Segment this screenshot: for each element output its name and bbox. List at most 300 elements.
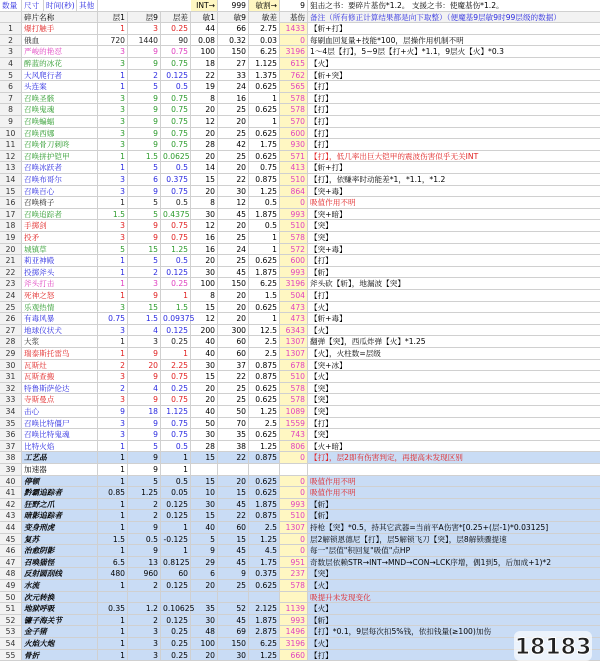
cell-agi-diff[interactable]: 0.625 xyxy=(249,394,280,405)
cell-row-index[interactable]: 34 xyxy=(0,406,22,417)
cell-agi9[interactable]: 27 xyxy=(218,58,249,69)
cell-agi9[interactable]: 150 xyxy=(218,638,249,649)
cell-base-damage[interactable]: 1496 xyxy=(280,626,308,637)
cell-note[interactable]: 斧头砍【斩】，地漏波【突】 xyxy=(310,279,405,289)
cell-agi-diff[interactable]: 0.625 xyxy=(249,580,280,591)
cell-level-diff[interactable]: 0.125 xyxy=(161,510,191,521)
cell-level1[interactable]: 3 xyxy=(98,220,128,231)
cell-note[interactable]: 【斩+突】 xyxy=(310,70,347,80)
cell-agi9[interactable]: 45 xyxy=(218,209,249,220)
cell-agi1[interactable]: 30 xyxy=(191,615,218,626)
cell-level9[interactable]: 3 xyxy=(128,638,161,649)
cell-agi9[interactable]: 20 xyxy=(218,313,249,324)
cell-level-diff[interactable]: 0.75 xyxy=(161,93,191,104)
cell-agi-diff[interactable]: 0.875 xyxy=(249,371,280,382)
table-row[interactable] xyxy=(0,348,600,360)
cell-note[interactable]: 【突+毒】 xyxy=(310,244,347,254)
cell-level9[interactable]: 9 xyxy=(128,139,161,150)
cell-level-diff[interactable]: 0.05 xyxy=(161,487,191,498)
table-row[interactable] xyxy=(0,580,600,592)
table-row[interactable] xyxy=(0,139,600,151)
cell-agi1[interactable]: 18 xyxy=(191,58,218,69)
cell-level1[interactable]: 1 xyxy=(98,290,128,301)
cell-agi9[interactable]: 25 xyxy=(218,383,249,394)
cell-agi1[interactable] xyxy=(191,592,218,603)
cell-shard-name[interactable]: 暗影追踪者 xyxy=(22,510,98,521)
cell-level-diff[interactable]: 0.5 xyxy=(161,81,191,92)
cell-level-diff[interactable]: 0.25 xyxy=(161,650,191,661)
cell-shard-name[interactable]: 召唤西娜 xyxy=(22,128,98,139)
cell-shard-name[interactable]: 召唤百心 xyxy=(22,186,98,197)
col-header-level1[interactable]: 层1 xyxy=(98,12,128,23)
table-row[interactable] xyxy=(0,313,600,325)
cell-agi1[interactable]: 14 xyxy=(191,162,218,173)
cell-level1[interactable]: 1 xyxy=(98,638,128,649)
cell-level1[interactable]: 1 xyxy=(98,464,128,475)
cell-level1[interactable]: 1 xyxy=(98,452,128,463)
cell-agi9[interactable]: 45 xyxy=(218,267,249,278)
cell-base-damage[interactable]: 0 xyxy=(280,197,308,208)
cell-level1[interactable]: 1.5 xyxy=(98,209,128,220)
cell-agi-diff[interactable]: 0.625 xyxy=(249,383,280,394)
cell-level9[interactable]: 9 xyxy=(128,348,161,359)
cell-agi1[interactable]: 48 xyxy=(191,626,218,637)
cell-agi-diff[interactable]: 1.875 xyxy=(249,209,280,220)
cell-agi1[interactable]: 30 xyxy=(191,429,218,440)
cell-agi-diff[interactable]: 6.25 xyxy=(249,46,280,57)
cell-note[interactable]: 【突】 xyxy=(310,395,333,405)
table-row[interactable] xyxy=(0,70,600,82)
cell-agi1[interactable]: 8 xyxy=(191,197,218,208)
cell-shard-name[interactable]: 瓦斯灶 xyxy=(22,360,98,371)
cell-level1[interactable]: 1 xyxy=(98,278,128,289)
cell-base-damage[interactable]: 0 xyxy=(280,545,308,556)
cell-row-index[interactable]: 13 xyxy=(0,162,22,173)
cell-agi1[interactable]: 100 xyxy=(191,46,218,57)
table-row[interactable] xyxy=(0,35,600,47)
table-row[interactable] xyxy=(0,592,600,604)
cell-agi9[interactable]: 20 xyxy=(218,162,249,173)
table-row[interactable] xyxy=(0,452,600,464)
cell-agi1[interactable]: 15 xyxy=(191,452,218,463)
cell-agi9[interactable]: 25 xyxy=(218,151,249,162)
cell-shard-name[interactable]: 次元转换 xyxy=(22,592,98,603)
table-row[interactable] xyxy=(0,522,600,534)
cell-note[interactable]: 【突+毒】 xyxy=(310,186,347,196)
cell-level-diff[interactable]: 0.75 xyxy=(161,371,191,382)
table-row[interactable] xyxy=(0,429,600,441)
cell-agi1[interactable]: 20 xyxy=(191,580,218,591)
table-row[interactable] xyxy=(0,406,600,418)
cell-agi-diff[interactable]: 0.625 xyxy=(249,255,280,266)
cell-base-damage[interactable]: 678 xyxy=(280,360,308,371)
table-row[interactable] xyxy=(0,464,600,476)
cell-level9[interactable]: 1.25 xyxy=(128,487,161,498)
cell-level9[interactable]: 2 xyxy=(128,580,161,591)
cell-level9[interactable]: 9 xyxy=(128,429,161,440)
cell-note[interactable]: 【斩】 xyxy=(310,267,333,277)
cell-agi1[interactable]: 30 xyxy=(191,499,218,510)
cell-agi1[interactable]: 9 xyxy=(191,545,218,556)
cell-shard-name[interactable]: 大浆 xyxy=(22,336,98,347)
cell-shard-name[interactable]: 召唤蝙蝠 xyxy=(22,116,98,127)
cell-agi9[interactable]: 70 xyxy=(218,418,249,429)
cell-note[interactable]: 【斩+打】 xyxy=(310,163,347,173)
cell-shard-name[interactable]: 严峻的艳怼 xyxy=(22,46,98,57)
table-row[interactable] xyxy=(0,23,600,35)
cell-note[interactable]: 【打】 xyxy=(310,82,333,92)
cell-agi9[interactable]: 30 xyxy=(218,650,249,661)
cell-level9[interactable]: 4 xyxy=(128,383,161,394)
cell-row-index[interactable]: 16 xyxy=(0,197,22,208)
cell-level-diff[interactable]: 0.8125 xyxy=(163,557,190,567)
cell-agi1[interactable]: 6 xyxy=(191,568,218,579)
cell-level1[interactable]: 0.85 xyxy=(98,487,128,498)
cell-note[interactable]: 【火】 xyxy=(310,59,333,68)
cell-base-damage[interactable]: 993 xyxy=(280,615,308,626)
cell-base-damage[interactable]: 578 xyxy=(280,580,308,591)
cell-note[interactable]: 【火】 xyxy=(310,639,333,648)
cell-agi1[interactable]: 100 xyxy=(191,638,218,649)
cell-shard-name[interactable]: 死神之怒 xyxy=(22,290,98,301)
cell-agi-diff[interactable]: 0.625 xyxy=(249,81,280,92)
cell-agi-diff[interactable]: 1 xyxy=(249,244,280,255)
cell-row-index[interactable]: 17 xyxy=(0,209,22,220)
table-row[interactable] xyxy=(0,58,600,70)
cell-row-index[interactable]: 47 xyxy=(0,557,22,568)
cell-level-diff[interactable]: 0.0625 xyxy=(163,151,190,161)
cell-level9[interactable]: 2 xyxy=(128,615,161,626)
cell-level9[interactable]: 1.2 xyxy=(128,603,161,614)
cell-agi-diff[interactable]: 1.25 xyxy=(249,441,280,452)
cell-level9[interactable]: 9 xyxy=(128,394,161,405)
cell-level9[interactable]: 9 xyxy=(128,220,161,231)
cell-agi1[interactable]: 30 xyxy=(191,209,218,220)
table-row[interactable] xyxy=(0,336,600,348)
cell-note[interactable]: 【突+冰】 xyxy=(310,360,347,370)
cell-level-diff[interactable]: 0.5 xyxy=(161,476,191,487)
cell-note[interactable]: 【火】，火柱数=层级 xyxy=(310,349,381,358)
cell-shard-name[interactable]: 召唤比特僵尸 xyxy=(22,418,98,429)
cell-level1[interactable]: 1 xyxy=(98,336,128,347)
cell-agi-diff[interactable]: 0.625 xyxy=(249,104,280,115)
cell-level1[interactable]: 1 xyxy=(98,615,128,626)
cell-base-damage[interactable]: 237 xyxy=(280,568,308,579)
cell-level-diff[interactable]: 60 xyxy=(161,568,191,579)
cell-row-index[interactable]: 53 xyxy=(0,626,22,637)
cell-agi9[interactable]: 60 xyxy=(218,348,249,359)
cell-agi9[interactable]: 22 xyxy=(218,510,249,521)
cell-agi1[interactable]: 20 xyxy=(191,383,218,394)
cell-agi9[interactable] xyxy=(218,592,249,603)
cell-agi-diff[interactable]: 2.5 xyxy=(249,348,280,359)
cell-agi9[interactable]: 66 xyxy=(218,23,249,34)
cell-note[interactable]: 【斩】 xyxy=(310,499,333,509)
cell-level1[interactable]: 1 xyxy=(98,580,128,591)
cell-note[interactable]: 【打】，低几率出巨大铠甲的震波伤害似乎无关INT xyxy=(310,151,479,161)
cell-base-damage[interactable]: 578 xyxy=(280,93,308,104)
cell-level-diff[interactable]: 0.75 xyxy=(161,186,191,197)
cell-level-diff[interactable]: 0.125 xyxy=(161,325,191,336)
cell-base-damage[interactable]: 572 xyxy=(280,244,308,255)
cell-note[interactable]: 【突】 xyxy=(310,430,333,440)
cell-row-index[interactable]: 15 xyxy=(0,186,22,197)
cell-note[interactable] xyxy=(308,464,600,475)
cell-agi9[interactable]: 38 xyxy=(218,441,249,452)
cell-note[interactable]: 【打】 xyxy=(310,117,333,126)
tab-time[interactable]: 时间(秒) xyxy=(44,0,77,11)
cell-agi1[interactable]: 40 xyxy=(191,348,218,359)
cell-note[interactable]: 【打】，依赚率时动能差*1，*1.1，*1.2 xyxy=(310,175,446,184)
cell-base-damage[interactable]: 993 xyxy=(280,209,308,220)
cell-base-damage[interactable]: 0 xyxy=(280,35,308,46)
cell-agi9[interactable]: 16 xyxy=(218,93,249,104)
cell-agi-diff[interactable]: 0.875 xyxy=(249,174,280,185)
cell-agi9[interactable]: 20 xyxy=(218,290,249,301)
table-row[interactable] xyxy=(0,325,600,337)
cell-base-damage[interactable]: 571 xyxy=(280,151,308,162)
table-row[interactable] xyxy=(0,302,600,314)
cell-row-index[interactable]: 38 xyxy=(0,452,22,463)
table-row[interactable] xyxy=(0,487,600,499)
cell-base-damage[interactable]: 3196 xyxy=(280,278,308,289)
cell-base-damage[interactable]: 413 xyxy=(280,162,308,173)
cell-shard-name[interactable]: 火焰大炮 xyxy=(22,638,98,649)
cell-level-diff[interactable]: 1 xyxy=(161,522,191,533)
col-header-base-damage[interactable]: 基伤 xyxy=(280,12,308,23)
cell-agi9[interactable]: 45 xyxy=(218,499,249,510)
cell-agi-diff[interactable]: 2.5 xyxy=(249,336,280,347)
cell-shard-name[interactable]: 召唤骨刀刺咚 xyxy=(22,139,98,150)
cell-base-damage[interactable] xyxy=(280,464,308,475)
cell-note[interactable]: 【火】 xyxy=(310,372,333,382)
cell-level-diff[interactable]: 0.75 xyxy=(161,429,191,440)
cell-agi1[interactable]: 15 xyxy=(191,302,218,313)
cell-level1[interactable]: 1 xyxy=(98,267,128,278)
cell-shard-name[interactable]: 加速器 xyxy=(22,464,98,475)
cell-row-index[interactable]: 41 xyxy=(0,487,22,498)
cell-level1[interactable]: 6.5 xyxy=(98,557,128,568)
cell-level1[interactable]: 3 xyxy=(98,139,128,150)
cell-agi-diff[interactable]: 1.25 xyxy=(249,406,280,417)
cell-agi9[interactable]: 35 xyxy=(218,429,249,440)
cell-base-damage[interactable]: 0 xyxy=(280,476,308,487)
cell-row-index[interactable]: 23 xyxy=(0,278,22,289)
col-header-agi9[interactable]: 敏9 xyxy=(218,12,249,23)
cell-base-damage[interactable]: 1307 xyxy=(280,336,308,347)
cell-agi-diff[interactable]: 2.75 xyxy=(249,23,280,34)
cell-level-diff[interactable] xyxy=(161,592,191,603)
cell-level9[interactable]: 5 xyxy=(128,476,161,487)
cell-note[interactable]: 吸提升未发现变化 xyxy=(310,592,371,602)
cell-shard-name[interactable]: 头连案 xyxy=(22,81,98,92)
cell-agi1[interactable]: 8 xyxy=(191,290,218,301)
cell-row-index[interactable]: 40 xyxy=(0,476,22,487)
cell-note[interactable]: 【突】 xyxy=(310,569,333,579)
table-row[interactable] xyxy=(0,615,600,627)
cell-agi-diff[interactable]: 1.75 xyxy=(249,557,280,568)
cell-agi-diff[interactable]: 1 xyxy=(249,313,280,324)
cell-level1[interactable]: 0.75 xyxy=(98,313,128,324)
cell-level1[interactable]: 3 xyxy=(98,174,128,185)
table-row[interactable] xyxy=(0,128,600,140)
cell-base-damage[interactable]: 578 xyxy=(280,232,308,243)
cell-shard-name[interactable]: 召唤追踪者 xyxy=(22,209,98,220)
cell-row-index[interactable]: 26 xyxy=(0,313,22,324)
cell-row-index[interactable]: 45 xyxy=(0,534,22,545)
cell-agi-diff[interactable]: 1.375 xyxy=(249,70,280,81)
table-row[interactable] xyxy=(0,499,600,511)
cell-agi-diff[interactable]: 2.875 xyxy=(249,626,280,637)
table-row[interactable] xyxy=(0,510,600,522)
cell-level9[interactable]: 9 xyxy=(128,58,161,69)
cell-note[interactable]: 翻弹【突】，西瓜炸弹【火】*1.25 xyxy=(310,337,426,347)
table-row[interactable] xyxy=(0,93,600,105)
cell-shard-name[interactable]: 乐观热情 xyxy=(22,302,98,313)
cell-level1[interactable]: 3 xyxy=(98,104,128,115)
cell-base-damage[interactable]: 600 xyxy=(280,255,308,266)
cell-agi-diff[interactable]: 0.875 xyxy=(249,452,280,463)
cell-shard-name[interactable]: 金子猪 xyxy=(22,626,98,637)
cell-agi9[interactable]: 60 xyxy=(218,336,249,347)
cell-agi1[interactable]: 15 xyxy=(191,510,218,521)
cell-row-index[interactable]: 51 xyxy=(0,603,22,614)
table-row[interactable] xyxy=(0,151,600,163)
cell-agi9[interactable]: 15 xyxy=(218,487,249,498)
cell-row-index[interactable]: 50 xyxy=(0,592,22,603)
cell-agi-diff[interactable]: 0.625 xyxy=(249,476,280,487)
cell-row-index[interactable]: 21 xyxy=(0,255,22,266)
cell-agi9[interactable]: 25 xyxy=(218,394,249,405)
col-header-notes[interactable]: 备注（所有修正计算结果都是向下取整）（便魔基9层敏9时99层级的数据） xyxy=(308,12,600,23)
cell-base-damage[interactable]: 1559 xyxy=(280,418,308,429)
cell-row-index[interactable]: 48 xyxy=(0,568,22,579)
cell-level-diff[interactable]: 0.75 xyxy=(161,394,191,405)
table-row[interactable] xyxy=(0,104,600,116)
cell-shard-name[interactable]: 莉亚神殿 xyxy=(22,255,98,266)
cell-note[interactable]: 【火】 xyxy=(310,604,333,614)
cell-agi-diff[interactable]: 1.875 xyxy=(249,267,280,278)
table-row[interactable] xyxy=(0,116,600,128)
cell-note[interactable]: 【斩+毒】 xyxy=(310,314,347,324)
cell-note[interactable]: 【斩】 xyxy=(310,615,333,625)
cell-note[interactable]: 【打】 xyxy=(310,105,333,115)
cell-agi9[interactable]: 150 xyxy=(218,46,249,57)
cell-level1[interactable]: 1 xyxy=(98,70,128,81)
cell-base-damage[interactable]: 570 xyxy=(280,116,308,127)
cell-agi-diff[interactable]: 1.75 xyxy=(249,139,280,150)
table-row[interactable] xyxy=(0,626,600,638)
cell-shard-name[interactable]: 投掷斧头 xyxy=(22,267,98,278)
cell-row-index[interactable]: 3 xyxy=(0,46,22,57)
cell-agi1[interactable]: 35 xyxy=(191,603,218,614)
cell-agi-diff[interactable]: 0.875 xyxy=(249,360,280,371)
cell-level9[interactable]: 9 xyxy=(128,186,161,197)
cell-agi1[interactable]: 28 xyxy=(191,139,218,150)
cell-base-damage[interactable]: 993 xyxy=(280,499,308,510)
cell-agi9[interactable]: 42 xyxy=(218,139,249,150)
cell-level-diff[interactable]: 0.375 xyxy=(161,174,191,185)
cell-agi-diff[interactable]: 0.625 xyxy=(249,302,280,313)
cell-level1[interactable]: 3 xyxy=(98,58,128,69)
cell-row-index[interactable]: 18 xyxy=(0,220,22,231)
cell-shard-name[interactable]: 水流 xyxy=(22,580,98,591)
cell-note[interactable]: 【打】 xyxy=(310,140,333,150)
cell-shard-name[interactable]: 召唤比特鬼魂 xyxy=(22,429,98,440)
cell-agi9[interactable]: 45 xyxy=(218,557,249,568)
cell-shard-name[interactable]: 黔霸追踪者 xyxy=(22,487,98,498)
cell-note[interactable]: 【突+暗】 xyxy=(310,209,347,219)
cell-agi-diff[interactable]: 1.25 xyxy=(249,186,280,197)
cell-agi1[interactable]: 50 xyxy=(191,418,218,429)
cell-agi1[interactable]: 12 xyxy=(191,313,218,324)
cell-shard-name[interactable]: 醉蓝的冰花 xyxy=(22,58,98,69)
cell-agi9[interactable]: 9 xyxy=(218,568,249,579)
cell-level1[interactable]: 480 xyxy=(98,568,128,579)
cell-row-index[interactable]: 27 xyxy=(0,325,22,336)
cell-base-damage[interactable]: 1307 xyxy=(280,522,308,533)
cell-base-damage[interactable]: 473 xyxy=(280,313,308,324)
cell-note[interactable]: 吸值作用不明 xyxy=(310,198,356,208)
cell-level1[interactable]: 1 xyxy=(98,545,128,556)
table-row[interactable] xyxy=(0,418,600,430)
cell-row-index[interactable]: 54 xyxy=(0,638,22,649)
col-header-agi1[interactable]: 敏1 xyxy=(191,12,218,23)
cell-level9[interactable]: 5 xyxy=(128,197,161,208)
cell-agi1[interactable] xyxy=(191,464,218,475)
table-row[interactable] xyxy=(0,476,600,488)
cell-level9[interactable]: 5 xyxy=(128,81,161,92)
cell-row-index[interactable]: 32 xyxy=(0,383,22,394)
cell-level-diff[interactable]: 0.10625 xyxy=(163,604,195,614)
cell-agi-diff[interactable]: 2.5 xyxy=(249,522,280,533)
cell-level9[interactable]: 9 xyxy=(128,371,161,382)
cell-note[interactable]: 【火】 xyxy=(310,581,333,590)
cell-level-diff[interactable]: 1.5 xyxy=(161,302,191,313)
cell-base-damage[interactable]: 864 xyxy=(280,186,308,197)
cell-level1[interactable]: 1 xyxy=(98,197,128,208)
cell-level-diff[interactable]: 0.25 xyxy=(161,626,191,637)
cell-shard-name[interactable]: 镰子海关节 xyxy=(22,615,98,626)
cell-agi9[interactable]: 20 xyxy=(218,476,249,487)
cell-agi-diff[interactable]: 6.25 xyxy=(249,278,280,289)
cell-base-damage[interactable]: 762 xyxy=(280,70,308,81)
cell-shard-name[interactable]: 手掷剑 xyxy=(22,220,98,231)
cell-level-diff[interactable]: 0.75 xyxy=(161,139,191,150)
cell-level9[interactable]: 9 xyxy=(128,93,161,104)
table-row[interactable] xyxy=(0,220,600,232)
cell-agi-diff[interactable] xyxy=(249,464,280,475)
cell-agi9[interactable]: 0.32 xyxy=(218,35,249,46)
cell-row-index[interactable]: 1 xyxy=(0,23,22,34)
cell-agi1[interactable]: 29 xyxy=(191,557,218,568)
cell-shard-name[interactable]: 狂野之爪 xyxy=(22,499,98,510)
table-row[interactable] xyxy=(0,371,600,383)
cell-base-damage[interactable]: 6343 xyxy=(280,325,308,336)
cell-shard-name[interactable]: 地球仪状犬 xyxy=(22,325,98,336)
cell-note[interactable]: 吸值作用不明 xyxy=(310,476,356,486)
cell-level-diff[interactable]: 0.5 xyxy=(161,162,191,173)
cell-shard-name[interactable]: 特鲁斯萨伦达 xyxy=(22,383,98,394)
cell-row-index[interactable]: 29 xyxy=(0,348,22,359)
cell-agi9[interactable]: 60 xyxy=(218,522,249,533)
cell-level9[interactable]: 4 xyxy=(128,325,161,336)
table-row[interactable] xyxy=(0,197,600,209)
cell-level1[interactable]: 9 xyxy=(98,406,128,417)
cell-level-diff[interactable]: -0.125 xyxy=(161,534,191,545)
cell-shard-name[interactable]: 大风爬行者 xyxy=(22,70,98,81)
cell-row-index[interactable]: 37 xyxy=(0,441,22,452)
